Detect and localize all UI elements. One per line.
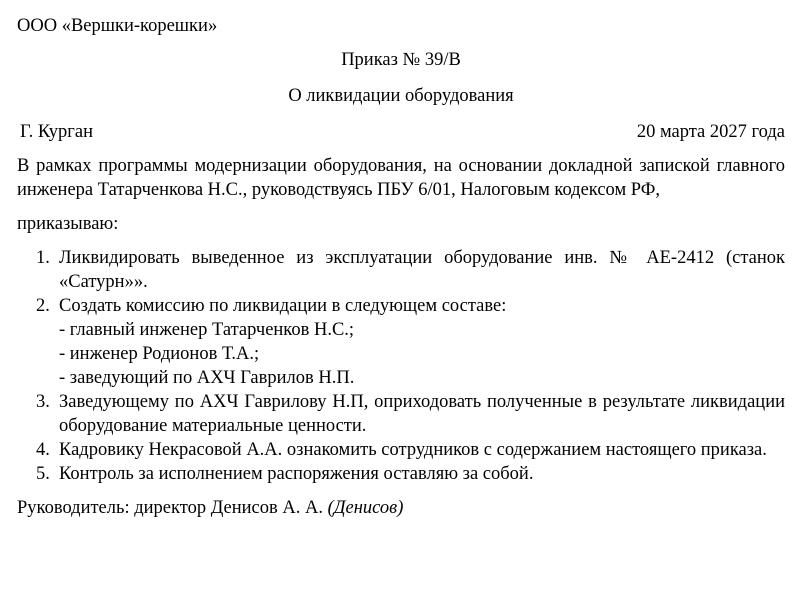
order-items-list	[17, 246, 785, 486]
order-date: 20 марта 2027 года	[636, 122, 785, 142]
commission-member: - главный инженер Татарченков Н.С.;	[59, 320, 355, 340]
order-item-5	[17, 462, 785, 486]
order-item-1	[17, 246, 785, 294]
intro-paragraph: В рамках программы модернизации оборудования, на основании докладной запиской главного инженера Татарченкова Н.С., руководствуясь ПБУ 6/01, Налоговым кодексом РФ,	[17, 156, 785, 200]
order-subject: О ликвидации оборудования	[288, 86, 514, 106]
commission-members-list	[59, 318, 785, 390]
item-number: 1.	[36, 248, 50, 268]
signature-line	[17, 496, 785, 520]
city: Г. Курган	[20, 122, 94, 142]
item-text: Ликвидировать выведенное из эксплуатации оборудование инв. № АЕ-2412 (станок «Сатурн»».	[59, 248, 785, 292]
place-date-row	[17, 120, 785, 144]
commission-member: - инженер Родионов Т.А.;	[59, 344, 260, 364]
item-number: 5.	[36, 464, 50, 484]
order-title: Приказ № 39/В	[341, 50, 461, 70]
organization-name: ООО «Вершки-корешки»	[17, 16, 218, 36]
item-text: Контроль за исполнением распоряжения оставляю за собой.	[59, 464, 534, 484]
order-item-3	[17, 390, 785, 438]
signature-name: (Денисов)	[327, 498, 404, 518]
order-word: приказываю:	[17, 214, 119, 234]
item-text: Заведующему по АХЧ Гаврилову Н.П, оприходовать полученные в результате ликвидации оборудование материальные ценности.	[59, 392, 785, 436]
item-number: 3.	[36, 392, 50, 412]
order-item-2	[17, 294, 785, 390]
commission-member: - заведующий по АХЧ Гаврилов Н.П.	[59, 368, 355, 388]
item-text: Создать комиссию по ликвидации в следующем составе:	[59, 296, 507, 316]
signature-prefix: Руководитель: директор Денисов А. А.	[17, 498, 323, 518]
item-number: 4.	[36, 440, 50, 460]
order-document	[17, 14, 785, 520]
item-text: Кадровику Некрасовой А.А. ознакомить сотрудников с содержанием настоящего приказа.	[59, 440, 767, 460]
item-number: 2.	[36, 296, 50, 316]
order-item-4	[17, 438, 785, 462]
